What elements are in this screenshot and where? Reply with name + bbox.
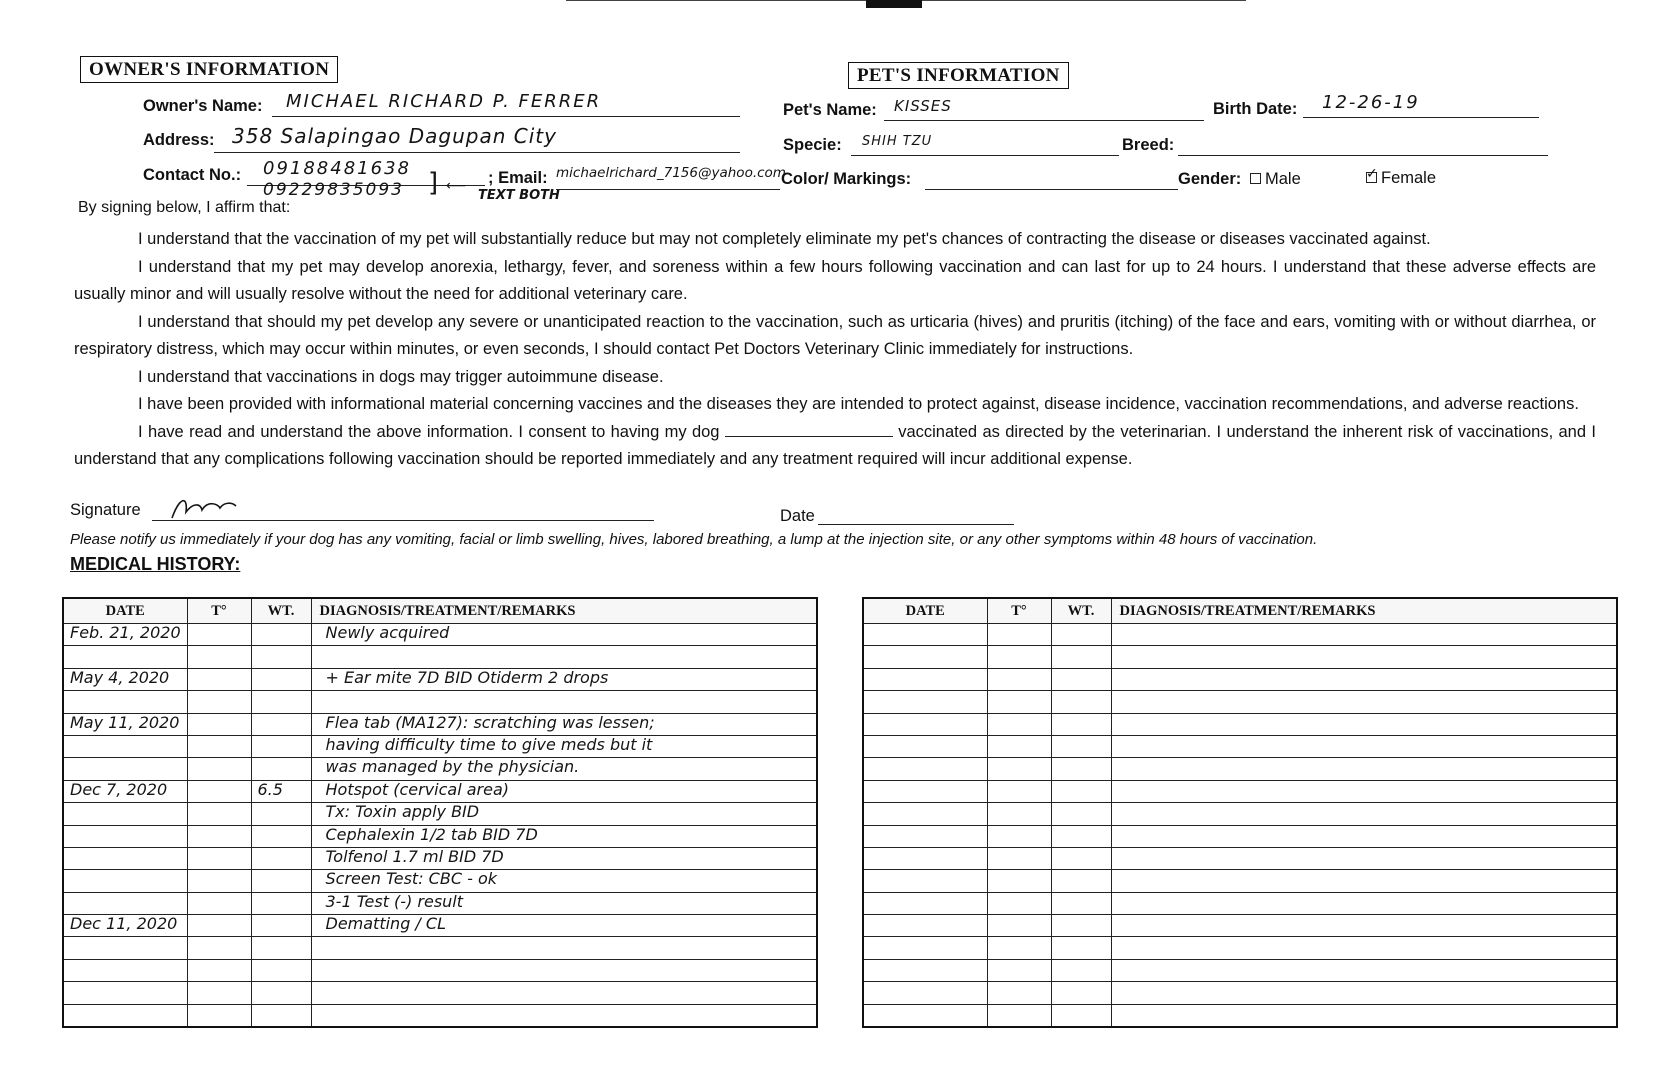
temp-cell[interactable] (187, 780, 251, 802)
medical-history-table-left (62, 597, 818, 1028)
pet-name-value: KISSES (894, 97, 952, 115)
diagnosis-cell[interactable] (311, 825, 817, 847)
col-weight-header: WT. (251, 598, 311, 624)
col-temp-header: T° (187, 598, 251, 624)
temp-cell-empty[interactable] (987, 780, 1051, 802)
weight-cell[interactable] (251, 646, 311, 668)
date-cell-empty[interactable] (863, 915, 987, 937)
diagnosis-cell[interactable] (311, 892, 817, 914)
table-row-empty (863, 1004, 1617, 1027)
diagnosis-cell[interactable] (311, 915, 817, 937)
date-cell[interactable] (63, 803, 187, 825)
weight-cell-empty[interactable] (1051, 959, 1111, 981)
weight-cell-empty[interactable] (1051, 735, 1111, 757)
email-label: ; Email: (488, 169, 548, 187)
temp-cell[interactable] (187, 915, 251, 937)
col-weight-header-right: WT. (1051, 598, 1111, 624)
date-cell[interactable] (63, 691, 187, 713)
table-row-empty (863, 959, 1617, 981)
date-cell-empty[interactable] (863, 825, 987, 847)
diagnosis-cell-empty[interactable] (1111, 713, 1617, 735)
table-row-empty (863, 937, 1617, 959)
color-markings-label: Color/ Markings: (781, 170, 912, 188)
table-row (63, 735, 817, 757)
date-cell[interactable] (63, 668, 187, 690)
consent-paragraph-6 (74, 419, 1596, 474)
col-date-header-right: DATE (863, 598, 987, 624)
arrow-icon: ⟵ (446, 178, 467, 194)
weight-cell[interactable] (251, 713, 311, 735)
diagnosis-cell-value: Tolfenol 1.7 ml BID 7D (325, 846, 504, 866)
table-row-empty (863, 646, 1617, 668)
birth-date-value: 12-26-19 (1322, 92, 1420, 113)
diagnosis-cell-empty[interactable] (1111, 825, 1617, 847)
pet-info-title: PET'S INFORMATION (848, 62, 1069, 89)
table-row (63, 713, 817, 735)
date-cell-empty[interactable] (863, 780, 987, 802)
weight-cell-empty[interactable] (1051, 982, 1111, 1004)
diagnosis-cell[interactable] (311, 870, 817, 892)
weight-cell[interactable] (251, 825, 311, 847)
temp-cell[interactable] (187, 892, 251, 914)
diagnosis-cell-value: Flea tab (MA127): scratching was lessen; (325, 712, 655, 732)
diagnosis-cell-value: Cephalexin 1/2 tab BID 7D (325, 824, 538, 844)
temp-cell-empty[interactable] (987, 1004, 1051, 1027)
contact-label: Contact No.: (143, 166, 242, 184)
diagnosis-cell[interactable] (311, 959, 817, 981)
diagnosis-cell-empty[interactable] (1111, 624, 1617, 646)
temp-cell[interactable] (187, 758, 251, 780)
signature-scribble (162, 490, 242, 524)
weight-cell[interactable] (251, 624, 311, 646)
weight-cell[interactable] (251, 915, 311, 937)
date-cell-value: Feb. 21, 2020 (70, 623, 181, 642)
temp-cell-empty[interactable] (987, 803, 1051, 825)
consent-paragraph-5: I have been provided with informational material concerning vaccines and the diseases they are intended to protect against, disease incidence, vaccination recommendations, and adverse reactions. (138, 395, 1579, 413)
table-row (63, 780, 817, 802)
temp-cell-empty[interactable] (987, 735, 1051, 757)
consent-paragraph-1: I understand that the vaccination of my pet will substantially reduce but may not completely eliminate my pet's chances of contracting the disease or diseases vaccinated against. (138, 230, 1431, 248)
weight-cell-empty[interactable] (1051, 1004, 1111, 1027)
date-cell[interactable] (63, 713, 187, 735)
temp-cell[interactable] (187, 668, 251, 690)
diagnosis-cell-empty[interactable] (1111, 892, 1617, 914)
temp-cell[interactable] (187, 1004, 251, 1027)
signature-label: Signature (70, 501, 141, 519)
date-cell-empty[interactable] (863, 624, 987, 646)
diagnosis-cell-empty[interactable] (1111, 915, 1617, 937)
diagnosis-cell[interactable] (311, 937, 817, 959)
table-row (63, 691, 817, 713)
date-cell-empty[interactable] (863, 803, 987, 825)
medical-history-table-right (862, 597, 1618, 1028)
table-row (63, 825, 817, 847)
temp-cell-empty[interactable] (987, 982, 1051, 1004)
date-cell-empty[interactable] (863, 982, 987, 1004)
scan-mark (866, 0, 922, 8)
weight-cell-empty[interactable] (1051, 870, 1111, 892)
diagnosis-cell-empty[interactable] (1111, 646, 1617, 668)
table-row (63, 870, 817, 892)
diagnosis-cell-empty[interactable] (1111, 668, 1617, 690)
col-date-header: DATE (63, 598, 187, 624)
date-cell[interactable] (63, 937, 187, 959)
temp-cell-empty[interactable] (987, 646, 1051, 668)
table-row-empty (863, 982, 1617, 1004)
table-row (63, 668, 817, 690)
date-cell[interactable] (63, 758, 187, 780)
date-cell[interactable] (63, 646, 187, 668)
weight-cell-empty[interactable] (1051, 825, 1111, 847)
date-cell-empty[interactable] (863, 870, 987, 892)
pet-name-label: Pet's Name: (783, 101, 877, 119)
col-diagnosis-header: DIAGNOSIS/TREATMENT/REMARKS (311, 598, 817, 624)
diagnosis-cell[interactable] (311, 758, 817, 780)
weight-cell[interactable] (251, 892, 311, 914)
diagnosis-cell[interactable] (311, 803, 817, 825)
table-row (63, 1004, 817, 1027)
diagnosis-cell-empty[interactable] (1111, 780, 1617, 802)
date-cell-empty[interactable] (863, 668, 987, 690)
temp-cell[interactable] (187, 870, 251, 892)
diagnosis-cell-value: having difficulty time to give meds but it (325, 734, 653, 754)
table-row (63, 915, 817, 937)
temp-cell[interactable] (187, 825, 251, 847)
temp-cell-empty[interactable] (987, 892, 1051, 914)
table-row-empty (863, 735, 1617, 757)
temp-cell[interactable] (187, 624, 251, 646)
gender-male-option[interactable] (1250, 170, 1301, 189)
notify-notice: Please notify us immediately if your dog has any vomiting, facial or limb swelling, hives, labored breathing, a lump at the injection site, or any other symptoms within 48 hours of vaccination. (70, 531, 1318, 548)
weight-cell[interactable] (251, 1004, 311, 1027)
address-label: Address: (143, 131, 215, 149)
birth-date-label: Birth Date: (1213, 100, 1298, 118)
temp-cell[interactable] (187, 982, 251, 1004)
owner-name-value: MICHAEL RICHARD P. FERRER (286, 91, 602, 112)
weight-cell[interactable] (251, 735, 311, 757)
date-cell[interactable] (63, 892, 187, 914)
date-cell-empty[interactable] (863, 713, 987, 735)
table-row-empty (863, 915, 1617, 937)
table-row (63, 624, 817, 646)
diagnosis-cell-empty[interactable] (1111, 1004, 1617, 1027)
table-row (63, 959, 817, 981)
temp-cell-empty[interactable] (987, 713, 1051, 735)
table-row (63, 982, 817, 1004)
gender-female-label: Female (1381, 169, 1437, 187)
date-label: Date (780, 507, 815, 525)
date-cell[interactable] (63, 870, 187, 892)
table-row (63, 646, 817, 668)
consent-paragraph-3: I understand that should my pet develop any severe or unanticipated reaction to the vaccination, such as urticaria (hives) and pruritis (itching) of the face and ears, vomiting with or without diarrhea, or respiratory distress, which may occur within minutes, or even seconds, I should contact Pet Doctors Veterinary Clinic immediately for instructions. (74, 312, 1596, 358)
breed-label: Breed: (1122, 136, 1175, 154)
diagnosis-cell[interactable] (311, 668, 817, 690)
species-label: Specie: (783, 136, 842, 154)
weight-cell-empty[interactable] (1051, 646, 1111, 668)
date-cell[interactable] (63, 915, 187, 937)
owner-name-label: Owner's Name: (143, 97, 263, 115)
table-row-empty (863, 825, 1617, 847)
date-cell[interactable] (63, 735, 187, 757)
diagnosis-cell[interactable] (311, 624, 817, 646)
weight-cell[interactable] (251, 847, 311, 869)
weight-cell[interactable] (251, 668, 311, 690)
diagnosis-cell-value: 3-1 Test (-) result (325, 891, 464, 911)
diagnosis-cell[interactable] (311, 780, 817, 802)
breed-field[interactable] (1178, 131, 1548, 156)
diagnosis-cell-empty[interactable] (1111, 847, 1617, 869)
male-checkbox-icon[interactable] (1250, 173, 1261, 184)
date-cell-empty[interactable] (863, 646, 987, 668)
weight-cell-empty[interactable] (1051, 780, 1111, 802)
temp-cell-empty[interactable] (987, 758, 1051, 780)
contact-value-1: 09188481638 (263, 158, 411, 179)
date-cell-value: Dec 11, 2020 (70, 914, 178, 934)
date-cell-empty[interactable] (863, 847, 987, 869)
date-cell-empty[interactable] (863, 758, 987, 780)
diagnosis-cell[interactable] (311, 1004, 817, 1027)
diagnosis-cell[interactable] (311, 735, 817, 757)
diagnosis-cell-value: Dematting / CL (325, 914, 446, 934)
date-cell-empty[interactable] (863, 1004, 987, 1027)
diagnosis-cell[interactable] (311, 982, 817, 1004)
weight-cell-empty[interactable] (1051, 847, 1111, 869)
diagnosis-cell[interactable] (311, 646, 817, 668)
date-cell-value: Dec 7, 2020 (70, 779, 168, 799)
table-row-empty (863, 691, 1617, 713)
date-cell[interactable] (63, 1004, 187, 1027)
temp-cell-empty[interactable] (987, 825, 1051, 847)
diagnosis-cell-empty[interactable] (1111, 870, 1617, 892)
col-temp-header-right: T° (987, 598, 1051, 624)
table-row (63, 892, 817, 914)
weight-cell-empty[interactable] (1051, 803, 1111, 825)
temp-cell[interactable] (187, 713, 251, 735)
table-row (63, 847, 817, 869)
gender-female-option[interactable] (1366, 169, 1436, 188)
col-diagnosis-header-right: DIAGNOSIS/TREATMENT/REMARKS (1111, 598, 1617, 624)
table-row (63, 758, 817, 780)
weight-cell-empty[interactable] (1051, 937, 1111, 959)
temp-cell[interactable] (187, 959, 251, 981)
weight-cell-value: 6.5 (257, 779, 283, 799)
table-row (63, 937, 817, 959)
date-cell-value: May 4, 2020 (70, 667, 170, 687)
species-value: SHIH TZU (862, 134, 933, 149)
weight-cell-empty[interactable] (1051, 915, 1111, 937)
consent-paragraphs (74, 226, 1596, 474)
medical-history-title: MEDICAL HISTORY: (70, 554, 241, 574)
temp-cell[interactable] (187, 735, 251, 757)
date-cell-empty[interactable] (863, 735, 987, 757)
email-value: michaelrichard_7156@yahoo.com (556, 165, 786, 181)
diagnosis-cell[interactable] (311, 691, 817, 713)
table-row-empty (863, 713, 1617, 735)
table-row-empty (863, 780, 1617, 802)
weight-cell-empty[interactable] (1051, 691, 1111, 713)
weight-cell-empty[interactable] (1051, 758, 1111, 780)
diagnosis-cell[interactable] (311, 713, 817, 735)
diagnosis-cell-value: Tx: Toxin apply BID (325, 802, 480, 822)
date-cell[interactable] (63, 982, 187, 1004)
temp-cell-empty[interactable] (987, 847, 1051, 869)
table-row-empty (863, 803, 1617, 825)
date-cell-value: May 11, 2020 (70, 712, 180, 732)
diagnosis-cell-value: Screen Test: CBC - ok (325, 869, 497, 889)
weight-cell[interactable] (251, 691, 311, 713)
date-cell[interactable] (63, 825, 187, 847)
consent-paragraph-4: I understand that vaccinations in dogs may trigger autoimmune disease. (138, 367, 664, 386)
date-cell-empty[interactable] (863, 691, 987, 713)
date-field[interactable] (818, 524, 1014, 525)
color-markings-field[interactable] (925, 165, 1178, 190)
date-cell-empty[interactable] (863, 959, 987, 981)
temp-cell-empty[interactable] (987, 668, 1051, 690)
date-cell-empty[interactable] (863, 937, 987, 959)
female-checkbox-icon[interactable] (1366, 172, 1377, 183)
diagnosis-cell-empty[interactable] (1111, 982, 1617, 1004)
temp-cell[interactable] (187, 691, 251, 713)
diagnosis-cell-value: was managed by the physician. (325, 757, 580, 777)
date-cell[interactable] (63, 780, 187, 802)
diagnosis-cell[interactable] (311, 847, 817, 869)
diagnosis-cell-empty[interactable] (1111, 691, 1617, 713)
temp-cell-empty[interactable] (987, 624, 1051, 646)
table-row-empty (863, 870, 1617, 892)
temp-cell-empty[interactable] (987, 691, 1051, 713)
date-cell[interactable] (63, 959, 187, 981)
temp-cell[interactable] (187, 847, 251, 869)
weight-cell[interactable] (251, 758, 311, 780)
contact-value-2: 09229835093 (263, 180, 404, 200)
table-row-empty (863, 847, 1617, 869)
date-cell-empty[interactable] (863, 892, 987, 914)
temp-cell-empty[interactable] (987, 937, 1051, 959)
temp-cell-empty[interactable] (987, 915, 1051, 937)
weight-cell-empty[interactable] (1051, 892, 1111, 914)
diagnosis-cell-empty[interactable] (1111, 735, 1617, 757)
table-row-empty (863, 624, 1617, 646)
diagnosis-cell-value: + Ear mite 7D BID Otiderm 2 drops (325, 667, 609, 687)
temp-cell[interactable] (187, 803, 251, 825)
weight-cell[interactable] (251, 937, 311, 959)
table-row-empty (863, 758, 1617, 780)
diagnosis-cell-value: Newly acquired (325, 623, 450, 642)
weight-cell[interactable] (251, 780, 311, 802)
diagnosis-cell-empty[interactable] (1111, 937, 1617, 959)
temp-cell[interactable] (187, 646, 251, 668)
diagnosis-cell-empty[interactable] (1111, 803, 1617, 825)
weight-cell[interactable] (251, 870, 311, 892)
owner-info-title: OWNER'S INFORMATION (80, 56, 338, 83)
temp-cell-empty[interactable] (987, 959, 1051, 981)
address-value: 358 Salapingao Dagupan City (232, 124, 557, 148)
weight-cell[interactable] (251, 959, 311, 981)
bracket-mark: ] (428, 168, 439, 198)
consent-intro: By signing below, I affirm that: (78, 199, 291, 216)
weight-cell[interactable] (251, 803, 311, 825)
weight-cell-empty[interactable] (1051, 713, 1111, 735)
temp-cell-empty[interactable] (987, 870, 1051, 892)
table-row (63, 803, 817, 825)
consent-paragraph-6a: I have read and understand the above information. I consent to having my dog (138, 422, 720, 441)
consent-paragraph-2: I understand that my pet may develop anorexia, lethargy, fever, and soreness within a few hours following vaccination and can last for up to 24 hours. I understand that these adverse effects are usually minor and will usually resolve without the need for additional veterinary care. (74, 257, 1596, 303)
date-cell[interactable] (63, 847, 187, 869)
gender-male-label: Male (1265, 170, 1301, 188)
diagnosis-cell-value: Hotspot (cervical area) (325, 779, 510, 799)
dog-vaccine-blank[interactable] (725, 420, 893, 437)
weight-cell[interactable] (251, 982, 311, 1004)
diagnosis-cell-empty[interactable] (1111, 758, 1617, 780)
date-cell[interactable] (63, 624, 187, 646)
weight-cell-empty[interactable] (1051, 668, 1111, 690)
diagnosis-cell-empty[interactable] (1111, 959, 1617, 981)
weight-cell-empty[interactable] (1051, 624, 1111, 646)
table-row-empty (863, 892, 1617, 914)
consent-paragraph-6b: vaccinated as directed by the veterinarian. I understand the inherent risk of vaccinations, and I understand that any complications following vaccination should be reported immediately and any treatment required will incur additional expense. (74, 422, 1596, 468)
temp-cell[interactable] (187, 937, 251, 959)
gender-label: Gender: (1178, 170, 1242, 188)
table-row-empty (863, 668, 1617, 690)
contact-note: TEXT BOTH (478, 188, 560, 203)
